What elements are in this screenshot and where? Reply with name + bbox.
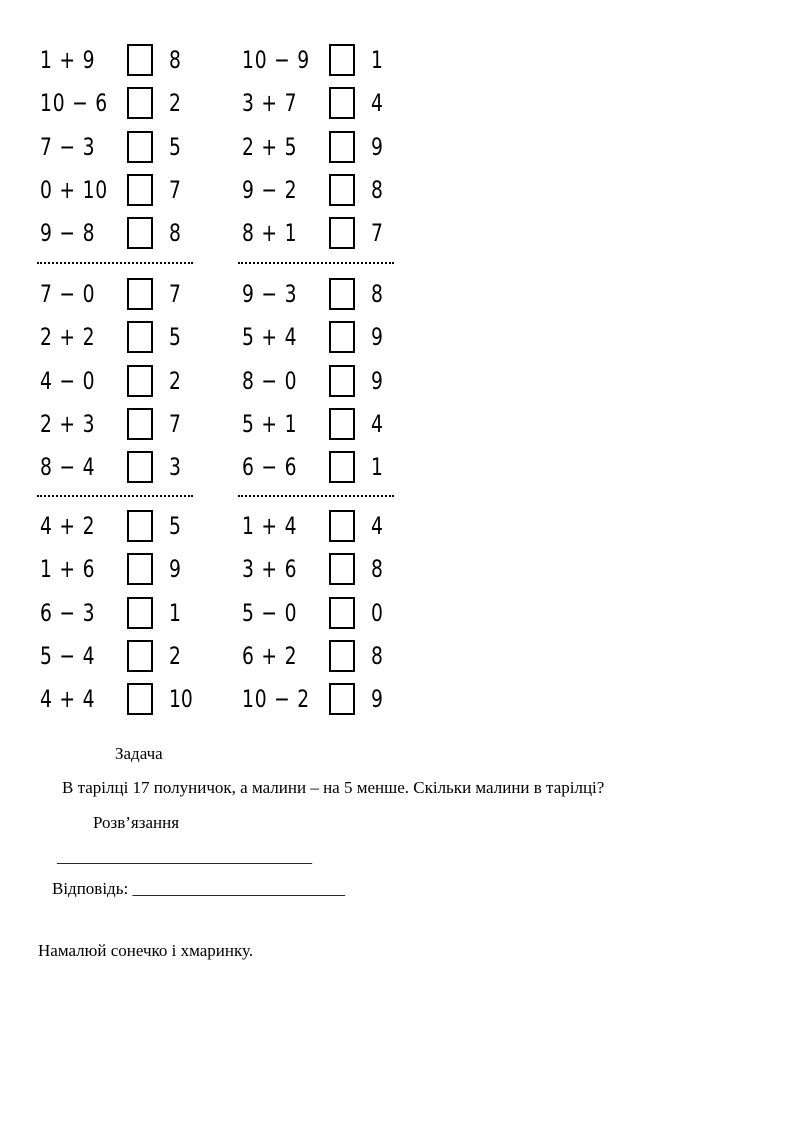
comparison-sign-box[interactable] [127, 510, 153, 542]
comparison-value: 10 [169, 685, 193, 714]
comparison-sign-box[interactable] [127, 278, 153, 310]
comparison-value: 0 [371, 598, 383, 627]
comparison-value: 8 [169, 46, 181, 74]
expression: 6 + 2 [242, 641, 298, 670]
comparison-sign-box[interactable] [329, 174, 355, 206]
comparison-sign-box[interactable] [329, 451, 355, 483]
comparison-value: 9 [371, 685, 383, 714]
comparison-row [242, 127, 412, 167]
comparison-row [40, 317, 210, 357]
comparison-row [242, 447, 412, 487]
expression: 1 + 9 [40, 46, 96, 74]
expression: 3 + 7 [242, 89, 298, 118]
comparison-row [40, 549, 210, 589]
comparison-value: 8 [169, 219, 181, 248]
comparison-row [242, 361, 412, 401]
expression: 2 + 5 [242, 132, 298, 161]
expression: 8 − 0 [242, 366, 298, 395]
comparison-sign-box[interactable] [329, 597, 355, 629]
comparison-row [242, 40, 412, 80]
comparison-sign-box[interactable] [329, 408, 355, 440]
comparison-sign-box[interactable] [329, 44, 355, 76]
expression: 5 + 1 [242, 409, 298, 438]
comparison-sign-box[interactable] [329, 217, 355, 249]
comparison-sign-box[interactable] [127, 597, 153, 629]
comparison-sign-box[interactable] [127, 683, 153, 715]
expression: 5 − 0 [242, 598, 298, 627]
comparison-row [242, 636, 412, 676]
comparison-sign-box[interactable] [127, 640, 153, 672]
expression: 10 − 2 [242, 685, 311, 714]
comparison-sign-box[interactable] [127, 44, 153, 76]
solution-label: Розв’язання [93, 813, 180, 832]
expression: 4 + 4 [40, 685, 96, 714]
comparison-value: 4 [371, 409, 383, 438]
comparison-row [40, 40, 210, 80]
comparison-sign-box[interactable] [329, 510, 355, 542]
comparison-sign-box[interactable] [329, 640, 355, 672]
comparison-value: 5 [169, 512, 181, 540]
comparison-row [242, 679, 412, 719]
comparison-sign-box[interactable] [127, 451, 153, 483]
comparison-row [40, 404, 210, 444]
comparison-row [40, 593, 210, 633]
expression: 9 − 3 [242, 280, 298, 308]
comparison-row [40, 213, 210, 253]
expression: 5 + 4 [242, 323, 298, 352]
divider [238, 495, 394, 497]
answer-row [52, 879, 345, 899]
expression: 8 + 1 [242, 219, 298, 248]
comparison-value: 1 [371, 453, 383, 482]
comparison-value: 7 [169, 280, 181, 308]
expression: 1 + 4 [242, 512, 298, 540]
comparison-sign-box[interactable] [329, 87, 355, 119]
comparison-value: 4 [371, 89, 383, 118]
expression: 6 − 6 [242, 453, 298, 482]
expression: 1 + 6 [40, 555, 96, 584]
comparison-value: 9 [371, 323, 383, 352]
answer-line[interactable]: _________________________ [132, 879, 345, 898]
comparison-row [40, 127, 210, 167]
comparison-value: 9 [371, 366, 383, 395]
expression: 7 − 0 [40, 280, 96, 308]
comparison-sign-box[interactable] [127, 131, 153, 163]
divider [238, 262, 394, 264]
expression: 9 − 2 [242, 175, 298, 204]
answer-label: Відповідь: [52, 879, 129, 898]
comparison-value: 5 [169, 132, 181, 161]
expression: 5 − 4 [40, 641, 96, 670]
comparison-row [40, 170, 210, 210]
comparison-value: 7 [169, 409, 181, 438]
expression: 4 + 2 [40, 512, 96, 540]
comparison-row [242, 274, 412, 314]
comparison-value: 9 [169, 555, 181, 584]
expression: 0 + 10 [40, 175, 109, 204]
comparison-row [242, 83, 412, 123]
comparison-value: 7 [169, 175, 181, 204]
comparison-value: 4 [371, 512, 383, 540]
expression: 8 − 4 [40, 453, 96, 482]
comparison-row [242, 593, 412, 633]
comparison-row [40, 447, 210, 487]
comparison-row [242, 506, 412, 546]
expression: 3 + 6 [242, 555, 298, 584]
comparison-value: 5 [169, 323, 181, 352]
comparison-value: 3 [169, 453, 181, 482]
comparison-value: 2 [169, 89, 181, 118]
comparison-row [242, 404, 412, 444]
comparison-sign-box[interactable] [329, 321, 355, 353]
expression: 2 + 3 [40, 409, 96, 438]
solution-line[interactable]: ______________________________ [57, 847, 312, 866]
comparison-value: 8 [371, 641, 383, 670]
comparison-row [40, 361, 210, 401]
task-problem: В тарілці 17 полуничок, а малини – на 5 менше. Скільки малини в тарілці? [62, 778, 605, 797]
comparison-sign-box[interactable] [127, 217, 153, 249]
comparison-row [242, 549, 412, 589]
expression: 9 − 8 [40, 219, 96, 248]
expression: 6 − 3 [40, 598, 96, 627]
expression: 10 − 6 [40, 89, 109, 118]
comparison-sign-box[interactable] [329, 365, 355, 397]
comparison-row [40, 636, 210, 676]
comparison-sign-box[interactable] [127, 365, 153, 397]
comparison-sign-box[interactable] [127, 553, 153, 585]
comparison-value: 7 [371, 219, 383, 248]
comparison-sign-box[interactable] [329, 278, 355, 310]
comparison-row [40, 679, 210, 719]
comparison-value: 9 [371, 132, 383, 161]
comparison-row [242, 317, 412, 357]
drawing-task: Намалюй сонечко і хмаринку. [38, 941, 254, 960]
comparison-sign-box[interactable] [127, 321, 153, 353]
comparison-value: 1 [169, 598, 181, 627]
divider [37, 495, 193, 497]
expression: 10 − 9 [242, 46, 311, 74]
comparison-sign-box[interactable] [329, 553, 355, 585]
comparison-row [242, 170, 412, 210]
comparison-row [40, 274, 210, 314]
comparison-value: 2 [169, 366, 181, 395]
comparison-value: 8 [371, 280, 383, 308]
comparison-sign-box[interactable] [329, 683, 355, 715]
comparison-value: 8 [371, 555, 383, 584]
expression: 2 + 2 [40, 323, 96, 352]
expression: 7 − 3 [40, 132, 96, 161]
comparison-value: 1 [371, 46, 383, 74]
comparison-value: 8 [371, 175, 383, 204]
comparison-value: 2 [169, 641, 181, 670]
task-heading: Задача [115, 744, 163, 763]
comparison-row [40, 83, 210, 123]
comparison-sign-box[interactable] [127, 408, 153, 440]
expression: 4 − 0 [40, 366, 96, 395]
comparison-sign-box[interactable] [127, 174, 153, 206]
comparison-row [242, 213, 412, 253]
comparison-sign-box[interactable] [329, 131, 355, 163]
divider [37, 262, 193, 264]
comparison-sign-box[interactable] [127, 87, 153, 119]
comparison-row [40, 506, 210, 546]
